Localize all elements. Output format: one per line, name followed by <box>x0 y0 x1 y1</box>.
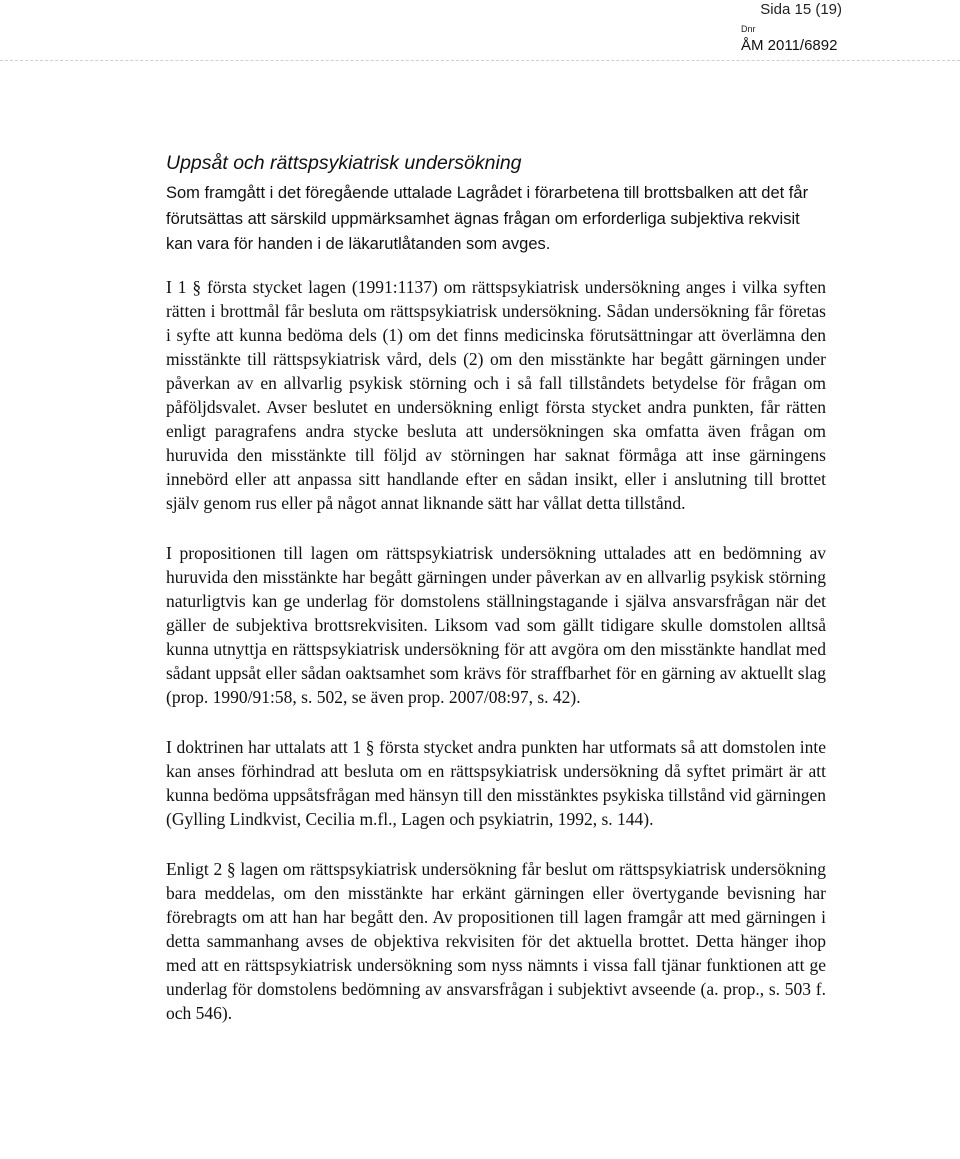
paragraph-2: I propositionen till lagen om rättspsykiatrisk undersökning uttalades att en bedömning av huruvida den misstänkte har begått gärningen under påverkan av en allvarlig psykisk störning naturligtvis kan ge underlag för domstolens ställningstagande i själva ansvarsfrågan när det gäller de subjektiva brottsrekvisiten. Liksom vad som gällt tidigare skulle domstolen alltså kunna utnyttja en rättspsykiatrisk undersökning för att avgöra om den misstänkte handlat med sådant uppsåt eller sådan oaktsamhet som krävs för straffbarhet för en gärning av aktuellt slag (prop. 1990/91:58, s. 502, se även prop. 2007/08:97, s. 42). <box>166 542 826 707</box>
paragraph-4: Enligt 2 § lagen om rättspsykiatrisk undersökning får beslut om rättspsykiatrisk undersökning bara meddelas, om den misstänkte har erkänt gärningen eller övertygande bevisning har förebragts om att han har begått den. Av propositionen till lagen framgår att med gärningen i detta sammanhang avses de objektiva rekvisiten för det aktuella brottet. Detta hänger ihop med att en rättspsykiatrisk undersökning som nyss nämnts i vissa fall tjänar funktionen att ge underlag för domstolens bedömning av ansvarsfrågan i subjektivt avseende (a. prop., s. 503 f. och 546). <box>166 858 826 1023</box>
case-number: ÅM 2011/6892 <box>741 37 838 54</box>
paragraph-1: I 1 § första stycket lagen (1991:1137) om rättspsykiatrisk undersökning anges i vilka syften rätten i brottmål får besluta om rättspsykiatrisk undersökning. Sådan undersökning får företas i syfte att kunna bedöma dels (1) om det finns medicinska förutsättningar att överlämna den misstänkte till rättspsykiatrisk vård, dels (2) om den misstänkte har begått gärningen under påverkan av en allvarlig psykisk störning och i så fall tillståndets betydelse för frågan om påföljdsvalet. Avser beslutet en undersökning enligt första stycket andra punkten, får rätten enligt paragrafens andra stycke besluta att undersökningen ska omfatta även frågan om huruvida den misstänkte till följd av störningen har saknat förmåga att inse gärningens innebörd eller att anpassa sitt handlande efter en sådan insikt, eller i anslutning till brottet själv genom rus eller på något annat liknande sätt har vållat detta tillstånd. <box>166 276 826 513</box>
page-header <box>0 0 960 60</box>
paragraph-3: I doktrinen har uttalats att 1 § första stycket andra punkten har utformats så att domstolen inte kan anses förhindrad att besluta om en rättspsykiatrisk undersökning då syftet primärt är att kunna bedöma uppsåtsfrågan med hänsyn till den misstänktes psykiska tillstånd vid gärningen (Gylling Lindkvist, Cecilia m.fl., Lagen och psykiatrin, 1992, s. 144). <box>166 736 826 829</box>
page-number: Sida 15 (19) <box>760 1 842 18</box>
header-divider <box>0 60 960 61</box>
section-heading: Uppsåt och rättspsykiatrisk undersökning <box>166 152 522 174</box>
document-body <box>166 150 826 1051</box>
dnr-label: Dnr <box>741 24 756 34</box>
intro-paragraph: Som framgått i det föregående uttalade Lagrådet i förarbetena till brottsbalken att det får förutsättas att särskild uppmärksamhet ägnas frågan om erforderliga subjektiva rekvisit kan vara för handen i de läkarutlåtanden som avges. <box>166 184 809 253</box>
